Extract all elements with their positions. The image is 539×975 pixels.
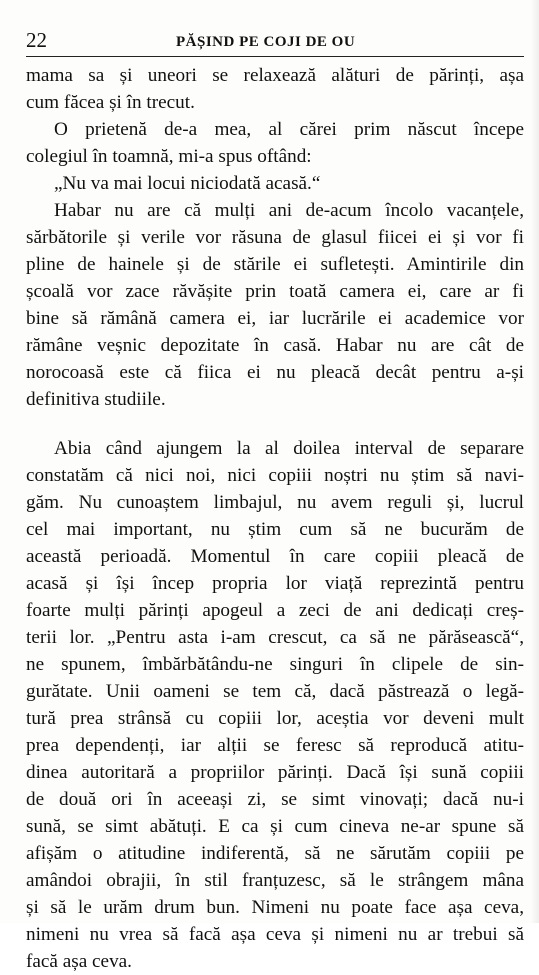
- page-number: 22: [26, 28, 47, 52]
- text-line: de două ori în aceeași zi, se simt vinovați; dacă nu-i: [26, 789, 524, 810]
- text-line: ne spunem, îmbărbătându-ne singuri în clipele de sin-: [26, 654, 524, 675]
- text-line: acasă și își încep propria lor viață reprezintă pentru: [26, 573, 524, 594]
- text-line: foarte mulți părinți apogeul a zeci de ani dedicați creș-: [26, 600, 524, 621]
- text-line: definitiva studiile.: [26, 389, 166, 410]
- text-line: amândoi obrajii, în stil franțuzesc, să le strângem mâna: [26, 870, 524, 891]
- text-line: facă așa ceva.: [26, 951, 132, 972]
- text-line: și să le urăm drum bun. Nimeni nu poate face așa ceva,: [26, 897, 524, 918]
- text-line: prea dependenți, iar alții se feresc să reproducă atitu-: [26, 735, 524, 756]
- text-line: tură prea strânsă cu copiii lor, aceștia vor deveni mult: [26, 708, 524, 729]
- text-line: norocoasă este că fiica ei nu pleacă decât pentru a-și: [26, 362, 524, 383]
- page-edge-shadow: [531, 0, 539, 923]
- text-line: școală vor zace răvășite prin toată camera ei, care ar fi: [26, 281, 524, 302]
- text-line: gurătate. Unii oameni se tem că, dacă păstrează o legă-: [26, 681, 524, 702]
- text-line: cum făcea și în trecut.: [26, 92, 195, 113]
- text-line: Abia când ajungem la al doilea interval de separare: [54, 438, 524, 459]
- text-line: găm. Nu cunoaștem limbajul, nu avem reguli și, lucrul: [26, 492, 524, 513]
- page-header: [26, 28, 524, 58]
- text-line: sună, se simt abătuți. E ca și cum cineva ne-ar spune să: [26, 816, 524, 837]
- text-line: nimeni nu vrea să facă așa ceva și nimeni nu ar trebui să: [26, 924, 524, 945]
- text-line: Habar nu are că mulți ani de-acum încolo vacanțele,: [54, 200, 524, 221]
- text-line: această perioadă. Momentul în care copiii pleacă de: [26, 546, 524, 567]
- text-line: constatăm că nici noi, nici copiii noștri nu știm să navi-: [26, 465, 524, 486]
- text-line: pline de hainele și de stările ei sufletești. Amintirile din: [26, 254, 524, 275]
- text-line: sărbătorile și verile vor răsuna de glasul fiicei ei și vor fi: [26, 227, 524, 248]
- text-line: mama sa și uneori se relaxează alături de părinți, așa: [26, 65, 524, 86]
- text-line: colegiul în toamnă, mi-a spus oftând:: [26, 146, 312, 167]
- text-line: terii lor. „Pentru asta i-am crescut, ca să ne părăsească“,: [26, 627, 524, 648]
- text-line: dinea autoritară a propriilor părinți. Dacă își sună copiii: [26, 762, 524, 783]
- text-line: bine să rămână camera ei, iar lucrările ei academice vor: [26, 308, 524, 329]
- header-rule: [26, 56, 524, 57]
- running-title: PĂȘIND PE COJI DE OU: [176, 34, 356, 50]
- section-break: [26, 413, 524, 435]
- text-line: afișăm o atitudine indiferentă, să ne sărutăm copiii pe: [26, 843, 524, 864]
- text-line: „Nu va mai locui niciodată acasă.“: [54, 173, 321, 194]
- body-text: [26, 62, 524, 975]
- text-line: rămâne veșnic depozitate în casă. Habar nu are cât de: [26, 335, 524, 356]
- text-line: cel mai important, nu știm cum să ne bucurăm de: [26, 519, 524, 540]
- text-line: O prietenă de-a mea, al cărei prim născut începe: [54, 119, 524, 140]
